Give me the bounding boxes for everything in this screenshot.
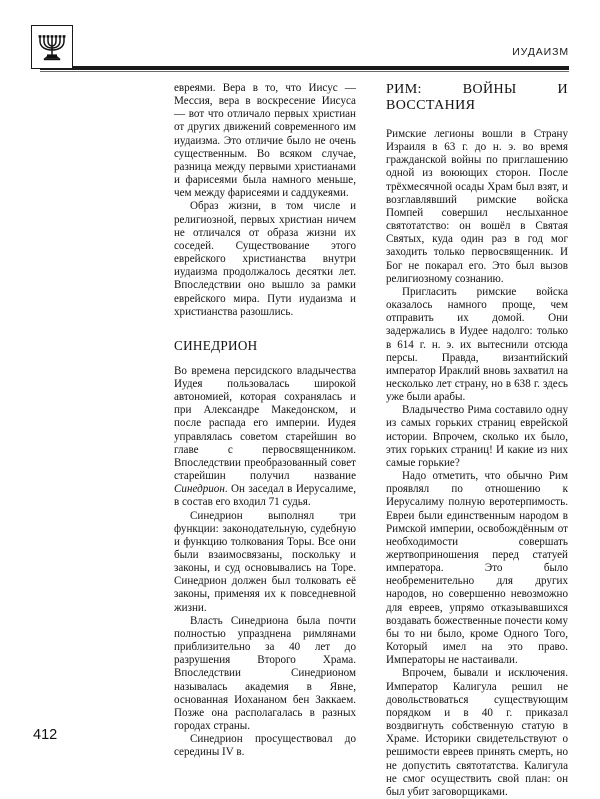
paragraph-roman-dominion: Владычество Рима составило одну из самых горьких страниц еврейской истории. Впрочем, сколько их было, этих горьких страниц! И какие из них самые горькие? — [386, 404, 568, 469]
paragraph-religious-tolerance: Надо отметить, что обычно Рим проявлял по отношению к Иерусалиму полную веротерпимость. Евреи были единственным народом в Римской империи, освобождённым от необходимости совершать жертвоприношения перед статуей императора. Это было необременительно для других народов, но совершенно невозможно для евреев, упрямо отказывавшихся воздавать божественные почести кому бы то ни было, кроме Одного Того, Который имел на это право. Императоры не настаивали. — [386, 470, 568, 667]
page-number: 412 — [33, 727, 58, 743]
paragraph-roman-legions: Римские легионы вошли в Страну Израиля в 63 г. до н. э. во время гражданской войны по приглашению одной из воюющих сторон. После трёхмесячной осады Храм был взят, и возглавлявший римские войска Помпей совершил неслыханное святотатство: он вошёл в Святая Святых, куда один раз в год мог заходить только первосвященник. И Бог не покарал его. Это был вызов религиозному сознанию. — [386, 128, 568, 285]
paragraph-persian-rule — [174, 365, 356, 510]
running-head: ИУДАИЗМ — [506, 46, 569, 58]
page-header — [0, 0, 600, 80]
term-sanhedrin-italic: Синедрион — [174, 483, 225, 496]
heading-spacer — [174, 319, 356, 338]
menorah-emblem — [31, 25, 73, 69]
section-heading-sanhedrin: СИНЕДРИОН — [174, 337, 258, 353]
paragraph-persian-rule-part-a: Во времена персидского владычества Иудея пользовалась широкой автономией, которая сохранялась и при Александре Македонском, и после распада его империи. Иудея управлялась советом старейшин во главе с первосвященником. Впоследствии преобразованный совет старейшин получил название — [174, 364, 356, 483]
heading-spacer — [386, 114, 568, 128]
paragraph-lifestyle: Образ жизни, в том числе и религиозной, первых христиан ничем не отличался от образа жизни их соседей. Существование этого еврейского христианства внутри иудаизма продолжалось десятки лет. Впоследствии оно вышло за рамки еврейского мира. Пути иудаизма и христианства разошлись. — [174, 200, 356, 318]
heading-spacer — [174, 353, 356, 365]
paragraph-persian-rule-part-b: . Он заседал в Иерусалиме, в состав его входил 71 судья. — [174, 483, 356, 509]
menorah-icon — [37, 31, 67, 63]
right-column — [386, 82, 568, 798]
paragraph-power-abolished: Власть Синедриона была почти полностью упразднена римлянами приблизительно за 40 лет до разрушения Второго Храма. Впоследствии Синедрионом называлась академия в Явне, основанная Иохананом бен Заккаем. Позже она располагалась в разных городах страны. — [174, 614, 356, 733]
paragraph-invite-romans: Пригласить римские войска оказалось намного проще, чем отправить их домой. Они задержались в Иудее надолго: только в 614 г. н. э. их вытеснили отсюда персы. Правда, византийский император Ираклий вновь захватил на несколько лет страну, но в 638 г. здесь уже были арабы. — [386, 285, 568, 404]
paragraph-three-functions: Синедрион выполнял три функции: законодательную, судебную и функцию толкования Торы. Все они были взаимосвязаны, поскольку и законы, и суд основывались на Торе. Синедрион должен был толковать её законы, применяя их к повседневной жизни. — [174, 509, 356, 614]
section-heading-rome: РИМ: ВОЙНЫ И ВОССТАНИЯ — [386, 82, 568, 113]
header-rule — [40, 66, 569, 70]
header-rule-secondary — [40, 71, 569, 72]
paragraph-existed-until: Синедрион просуществовал до середины IV в. — [174, 733, 356, 759]
paragraph-continued: евреями. Вера в то, что Иисус — Мессия, вера в воскресение Иисуса — вот что отличало первых христиан от других движений современного им иудаизма. Это отличие было не очень существенным. Во всяком случае, разница между первыми христианами и фарисеями была намного меньше, чем между фарисеями и саддукеями. — [174, 82, 356, 200]
paragraph-caligula: Впрочем, бывали и исключения. Император Калигула решил не довольствоваться существующим порядком и в 40 г. приказал воздвигнуть собственную статую в Храме. Историки свидетельствуют о решимости евреев принять смерть, но не допустить святотатства. Калигула не смог осуществить свой план: он был убит заговорщиками. — [386, 667, 568, 798]
left-column — [174, 82, 356, 759]
body-columns — [174, 82, 569, 798]
